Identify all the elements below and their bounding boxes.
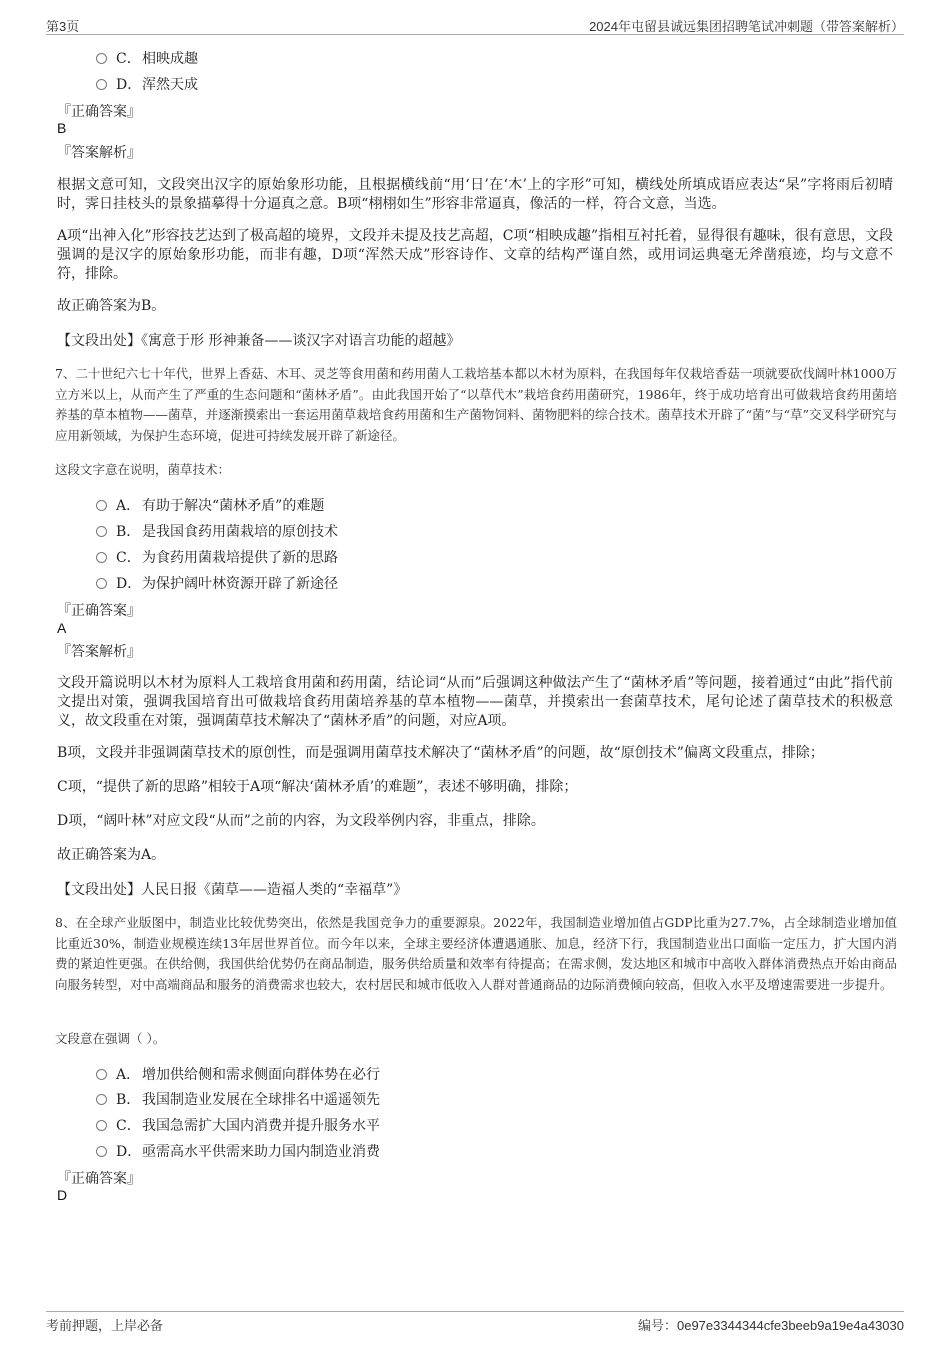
radio-icon[interactable] <box>96 500 107 511</box>
radio-icon[interactable] <box>96 1146 107 1157</box>
question-text: 7、二十世纪六七十年代，世界上香菇、木耳、灵芝等食用菌和药用菌人工栽培基本都以木材为原料，在我国每年仅栽培香菇一项就要砍伐阔叶林1000万立方米以上，从而产生了严重的生态问题和“菌林矛盾”。由此我国开始了“以草代木”栽培食药用菌研究，1986年，终于成功培育出可做栽培食药用菌培养基的草本植物——菌草，并逐渐摸索出一套运用菌草栽培食药用菌和生产菌物饲料、菌物肥料的综合技术。菌草技术开辟了“菌”与“草”交叉科学研究与应用新领域，为保护生态环境，促进可持续发展开辟了新途径。 <box>55 366 897 443</box>
option-c[interactable]: C．相映成趣 <box>96 48 198 68</box>
analysis-paragraph: A项“出神入化”形容技艺达到了极高超的境界，文段并未提及技艺高超，C项“相映成趣”指相互衬托着，显得很有趣味，很有意思，文段强调的是汉字的原始象形功能，而非有趣，D项“浑然天成”形容诗作、文章的结构严谨自然，或用词运典毫无斧凿痕迹，均与文意不符，排除。 <box>57 228 893 282</box>
option-d[interactable]: D．浑然天成 <box>96 74 198 94</box>
radio-icon[interactable] <box>96 79 107 90</box>
analysis-paragraph: C项，“提供了新的思路”相较于A项“解决‘菌林矛盾’的难题”，表述不够明确，排除； <box>57 779 578 795</box>
option-c[interactable]: C．为食药用菌栽培提供了新的思路 <box>96 547 338 567</box>
analysis-paragraph: 根据文意可知，文段突出汉字的原始象形功能，且根据横线前“用‘日’在‘木’上的字形”可知，横线处所填成语应表达“杲”字将雨后初晴时，霁日挂枝头的景象描摹得十分逼真之意。B项“栩栩如生”形容非常逼真，像活的一样，符合文意，当选。 <box>57 177 893 212</box>
question-prompt: 这段文字意在说明，菌草技术： <box>55 462 231 477</box>
question-text: 8、在全球产业版图中，制造业比较优势突出，依然是我国竞争力的重要源泉。2022年，我国制造业增加值占GDP比重为27.7%，占全球制造业增加值比重近30%，制造业规模连续13年居世界首位。而今年以来，全球主要经济体遭遇通胀、加息，经济下行，我国制造业出口面临一定压力，扩大国内消费的紧迫性更强。在供给侧，我国供给优势仍在商品制造，服务供给质量和效率有待提高；在需求侧，发达地区和城市中高收入群体消费热点开始由商品向服务转型，对中高端商品和服务的消费需求也较大，农村居民和城市低收入人群对普通商品的边际消费倾向较高，但收入水平及增速需要进一步提升。 <box>55 915 897 992</box>
answer-label: 『正确答案』 <box>57 603 141 619</box>
option-d[interactable]: D．亟需高水平供需来助力国内制造业消费 <box>96 1141 380 1161</box>
option-a[interactable]: A． 增加供给侧和需求侧面向群体势在必行 <box>96 1064 380 1084</box>
radio-icon[interactable] <box>96 53 107 64</box>
radio-icon[interactable] <box>96 1094 107 1105</box>
option-b[interactable]: B． 是我国食药用菌栽培的原创技术 <box>96 521 338 541</box>
source-citation: 【文段出处】《寓意于形 形神兼备——谈汉字对语言功能的超越》 <box>57 333 461 349</box>
analysis-conclusion: 故正确答案为A。 <box>57 847 166 863</box>
option-b[interactable]: B． 我国制造业发展在全球排名中遥遥领先 <box>96 1089 380 1109</box>
option-a[interactable]: A． 有助于解决“菌林矛盾”的难题 <box>96 495 324 515</box>
option-d[interactable]: D．为保护阔叶林资源开辟了新途径 <box>96 573 338 593</box>
analysis-conclusion: 故正确答案为B。 <box>57 298 166 314</box>
radio-icon[interactable] <box>96 552 107 563</box>
question-prompt: 文段意在强调（ ）。 <box>55 1031 166 1046</box>
option-c[interactable]: C．我国急需扩大国内消费并提升服务水平 <box>96 1115 380 1135</box>
analysis-paragraph: D项，“阔叶林”对应文段“从而”之前的内容，为文段举例内容，非重点，排除。 <box>57 813 545 829</box>
source-citation: 【文段出处】人民日报《菌草——造福人类的“幸福草”》 <box>57 882 408 898</box>
radio-icon[interactable] <box>96 1069 107 1080</box>
answer-value: A <box>57 620 67 636</box>
answer-label: 『正确答案』 <box>57 1171 141 1187</box>
document-code: 编号：0e97e3344344cfe3beeb9a19e4a43030 <box>637 1318 904 1333</box>
analysis-paragraph: 文段开篇说明以木材为原料人工栽培食用菌和药用菌，结论词“从而”后强调这种做法产生了“菌林矛盾”等问题，接着通过“由此”指代前文提出对策，强调我国培育出可做栽培食药用菌培养基的草本植物——菌草，并摸索出一套菌草技术，尾句论述了菌草技术的积极意义，故文段重在对策，强调菌草技术解决了“菌林矛盾”的问题，对应A项。 <box>57 675 893 729</box>
radio-icon[interactable] <box>96 1120 107 1131</box>
analysis-label: 『答案解析』 <box>57 145 141 161</box>
document-title: 2024年屯留县诚远集团招聘笔试冲刺题（带答案解析） <box>589 19 904 34</box>
answer-value: D <box>57 1187 68 1203</box>
answer-value: B <box>57 120 67 136</box>
page-number: 第3页 <box>46 19 80 34</box>
answer-label: 『正确答案』 <box>57 104 141 120</box>
page-footer <box>46 1311 904 1336</box>
radio-icon[interactable] <box>96 526 107 537</box>
page-header <box>46 14 904 35</box>
radio-icon[interactable] <box>96 578 107 589</box>
analysis-paragraph: B项，文段并非强调菌草技术的原创性，而是强调用菌草技术解决了“菌林矛盾”的问题，故“原创技术”偏离文段重点，排除； <box>57 745 824 761</box>
analysis-label: 『答案解析』 <box>57 644 141 660</box>
footer-slogan: 考前押题，上岸必备 <box>46 1318 164 1333</box>
